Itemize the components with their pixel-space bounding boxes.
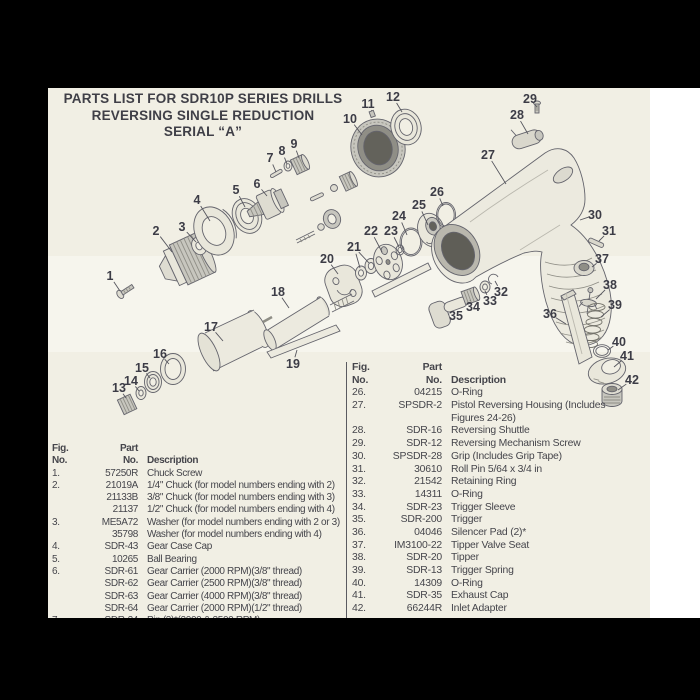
col-header-part: Part [422,362,442,373]
callout-12: 12 [386,90,400,104]
part-no-cell: 04215 [414,387,442,399]
fig-no-cell: 33. [352,488,366,500]
gear-train-parts [296,171,359,243]
part-no-cell: 04046 [414,526,442,538]
part-no-cell: SDR-13 [406,565,442,576]
table-row [52,578,345,590]
leader-line [492,161,506,184]
description-cell: 1/2" Chuck (for model numbers ending with 4) [147,504,335,516]
fig-no-cell: 5. [52,553,60,565]
callout-24: 24 [392,209,406,223]
table-row [352,552,648,565]
description-cell: Exhaust Cap [451,590,509,602]
callout-36: 36 [543,307,557,321]
part-pin [270,169,283,178]
fig-no-cell: 27. [352,400,366,412]
part-ring-8 [284,161,292,171]
part-no-cell: 14309 [414,577,442,589]
part-no-cell: 21137 [112,504,138,516]
part-no-cell: SDR-43 [104,541,138,553]
part-no-cell: SDR-16 [406,425,442,437]
part-no-cell: 21133B [106,492,138,504]
table-row [52,566,345,578]
table-row [352,590,648,603]
part-small-screw [369,110,375,117]
part-no-cell: SPSDR-28 [392,450,442,462]
col-header-part: Part [119,443,138,454]
description-cell: O-Ring [451,488,483,500]
fig-no-cell: 29. [352,438,366,450]
callout-13: 13 [112,381,126,395]
col-header-fig: Fig. [52,443,69,454]
table-row [52,468,345,480]
fig-no-cell: 39. [352,565,366,576]
description-cell: Trigger Sleeve [451,501,516,513]
fig-no-cell: 6. [52,565,60,577]
table-header-row [352,375,648,388]
table-row [352,464,648,477]
table-row [352,438,648,451]
fig-no-cell: 42. [352,603,366,615]
part-chuck-screw [115,282,135,299]
fig-no-cell: 40. [352,577,366,589]
description-cell: Silencer Pad (2)* [451,526,527,538]
callout-18: 18 [271,285,285,299]
table-row [352,502,648,515]
callout-27: 27 [481,148,495,162]
callout-16: 16 [153,347,167,361]
callout-29: 29 [523,92,537,106]
description-cell: Figures 24-26) [451,412,516,424]
fig-no-cell: 28. [352,425,366,437]
table-row [52,529,345,541]
fig-no-cell: 31. [352,463,366,475]
fig-no-cell: 4. [52,541,60,553]
leader-line [273,164,276,172]
fig-no-cell: 41. [352,590,366,602]
table-row [52,591,345,603]
callout-17: 17 [204,320,218,334]
col-header-fig-no: No. [352,374,369,386]
callout-20: 20 [320,252,334,266]
fig-no-cell: 30. [352,450,366,462]
part-pinion [290,154,311,175]
table-row [52,541,345,553]
callout-33: 33 [483,294,497,308]
description-cell: Roll Pin 5/64 x 3/4 in [451,463,542,475]
part-no-cell: 14311 [414,488,442,500]
table-row [52,603,345,615]
callout-41: 41 [620,349,634,363]
table-header-row [52,455,345,467]
table-row [52,554,345,566]
description-cell: Grip (Includes Grip Tape) [451,450,562,462]
title-line-2: REVERSING SINGLE REDUCTION [91,107,315,123]
callout-30: 30 [588,208,602,222]
description-cell: Pistol Reversing Housing (Includes [451,400,606,412]
parts-table-right [352,362,648,616]
table-body [352,387,648,615]
part-retaining-ring [489,274,498,284]
description-cell: O-Ring [451,577,483,589]
description-cell: Retaining Ring [451,476,517,488]
description-cell: Gear Carrier (4000 RPM)(3/8" thread) [147,590,302,602]
fig-no-cell: 38. [352,552,366,564]
description-cell: Tipper [451,552,479,564]
callout-2: 2 [152,224,160,238]
callout-22: 22 [364,224,378,238]
part-no-cell: 10265 [111,553,138,565]
description-cell: Reversing Mechanism Screw [451,438,581,450]
description-cell: Inlet Adapter [451,603,507,615]
part-no-cell: SDR-35 [406,590,442,602]
callout-1: 1 [106,269,114,283]
table-row [52,480,345,492]
part-no-cell: SDR-61 [104,565,138,577]
fig-no-cell: 34. [352,501,366,513]
description-cell: Ball Bearing [147,553,197,565]
part-no-cell: 30610 [414,463,442,475]
table-body [52,468,345,628]
leader-line [394,237,399,247]
part-no-cell: 21019A [105,479,138,491]
fig-no-cell: 36. [352,526,366,538]
callout-34: 34 [466,300,480,314]
description-cell: Trigger Spring [451,565,514,576]
callout-35: 35 [449,309,463,323]
table-row [52,517,345,529]
callout-5: 5 [232,183,240,197]
table-row [52,492,345,504]
col-header-part-no: No. [122,455,138,467]
parts-table-left [52,443,345,627]
part-reversing-shuttle [508,121,545,151]
leader-line [521,121,528,134]
part-no-cell: 66244R [406,603,442,615]
leader-line [356,254,360,268]
table-row [352,451,648,464]
description-cell: Gear Carrier (2000 RPM)(3/8" thread) [147,565,302,577]
table-row [352,565,648,578]
table-header-row [52,443,345,455]
part-no-cell: IM3100-22 [394,539,442,551]
black-border-bottom [0,618,700,700]
black-border-top [0,0,700,88]
table-row [352,540,648,553]
callout-11: 11 [361,97,375,111]
part-no-cell: SDR-20 [406,552,442,564]
callout-23: 23 [384,224,398,238]
callout-28: 28 [510,108,524,122]
part-no-cell: SDR-63 [104,590,138,602]
description-cell: Washer (for model numbers ending with 2 or 3) [147,516,340,528]
part-no-cell: SDR-64 [104,602,138,614]
fig-no-cell: 35. [352,514,366,526]
leader-line [282,298,289,308]
callout-31: 31 [602,224,616,238]
callout-21: 21 [347,240,361,254]
table-divider-line [346,362,347,618]
description-cell: 1/4" Chuck (for model numbers ending with 2) [147,479,335,491]
table-row [352,603,648,616]
table-row [352,514,648,527]
part-cylinder-17 [194,308,274,374]
fig-no-cell: 32. [352,476,366,488]
callout-4: 4 [193,193,201,207]
description-cell: 3/8" Chuck (for model numbers ending with 3) [147,492,335,504]
description-cell: Reversing Shuttle [451,425,530,437]
part-no-cell: SPSDR-2 [398,400,442,412]
description-cell: Chuck Screw [147,467,203,479]
callout-9: 9 [290,137,298,151]
callout-3: 3 [178,220,186,234]
table-row [352,527,648,540]
part-o-ring-40 [594,345,611,358]
fig-no-cell: 26. [352,387,366,399]
part-no-cell: SDR-12 [406,438,442,450]
title-line-3: SERIAL “A” [163,124,243,139]
table-row [52,504,345,516]
table-row [352,489,648,502]
part-no-cell: 21542 [414,476,442,488]
part-no-cell: SDR-23 [406,501,442,513]
description-cell: Trigger [451,514,483,526]
black-border-left [0,88,48,618]
table-row [352,400,648,413]
part-no-cell: 35798 [111,529,138,541]
description-cell: Tipper Valve Seat [451,539,530,551]
callout-32: 32 [494,285,508,299]
part-gear-13 [117,394,136,414]
callout-38: 38 [603,278,617,292]
description-cell: Gear Carrier (2500 RPM)(3/8" thread) [147,578,302,590]
description-cell: O-Ring [451,387,483,399]
callout-8: 8 [278,144,286,158]
callout-26: 26 [430,185,444,199]
callout-25: 25 [412,198,426,212]
part-valve-seat [574,261,594,276]
title-line-1: PARTS LIST FOR SDR10P SERIES DRILLS [63,91,343,106]
part-no-cell: 57250R [105,467,138,479]
table-row [352,387,648,400]
col-header-description: Description [451,374,506,386]
callout-6: 6 [253,177,261,191]
table-row [352,476,648,489]
fig-no-cell: 2. [52,479,60,491]
description-cell: Gear Case Cap [147,541,212,553]
callout-37: 37 [595,252,609,266]
table-header-row [352,362,648,375]
col-header-fig-no: No. [52,455,68,467]
col-header-description: Description [147,455,199,467]
part-no-cell: SDR-62 [104,578,138,590]
callout-7: 7 [266,151,274,165]
description-cell: Gear Carrier (2000 RPM)(1/2" thread) [147,602,302,614]
part-no-cell: ME5A72 [101,516,138,528]
col-header-part-no: No. [425,374,442,386]
callout-40: 40 [612,335,626,349]
fig-no-cell: 1. [52,467,60,479]
part-no-cell: SDR-200 [400,514,442,526]
callout-42: 42 [625,373,639,387]
callout-19: 19 [286,357,300,371]
table-row [352,413,648,426]
fig-no-cell: 37. [352,539,366,551]
table-row [352,425,648,438]
description-cell: Washer (for model numbers ending with 4) [147,529,322,541]
leader-line [114,282,120,291]
callout-10: 10 [343,112,357,126]
callout-14: 14 [124,374,138,388]
col-header-fig: Fig. [352,362,370,373]
callout-39: 39 [608,298,622,312]
fig-no-cell: 3. [52,516,60,528]
callout-15: 15 [135,361,149,375]
table-row [352,578,648,591]
